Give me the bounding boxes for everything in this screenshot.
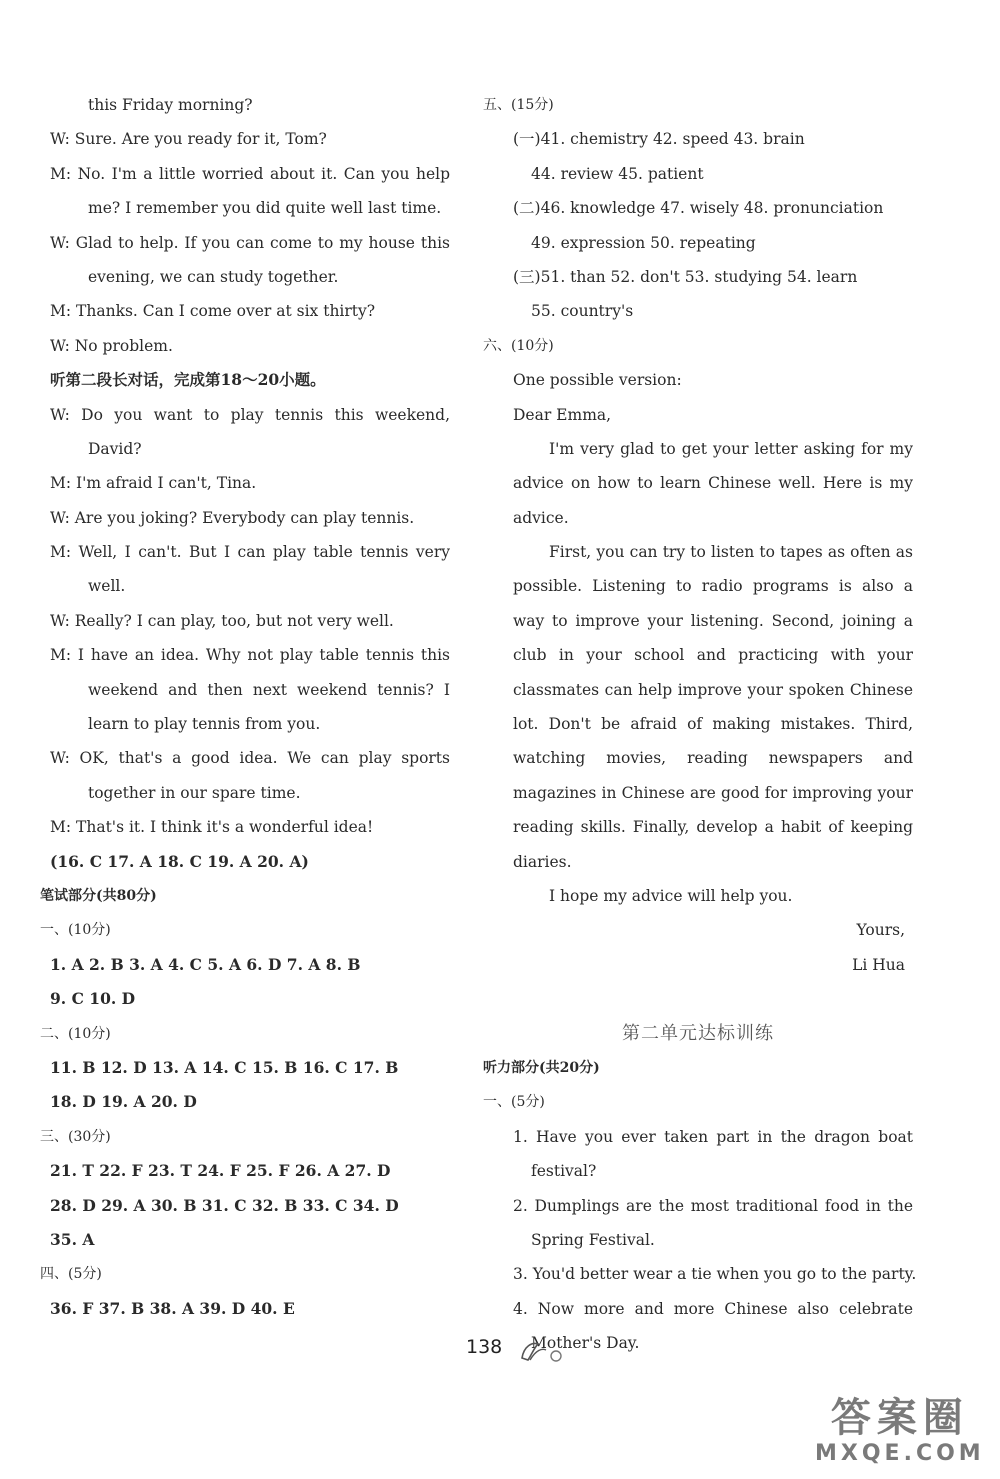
text-line: (16. C 17. A 18. C 19. A 20. A) (50, 851, 309, 871)
text-line: 4. Now more and more Chinese also celebrate (513, 1299, 913, 1318)
text-line: I'm very glad to get your letter asking for my (549, 439, 913, 458)
watermark-sub: MXQE.COM (815, 1441, 985, 1466)
text-line: learn to play tennis from you. (88, 715, 321, 734)
text-line: (二)46. knowledge 47. wisely 48. pronunciation (513, 199, 884, 218)
text-line: M: I have an idea. Why not play table tennis this (50, 646, 450, 665)
text-line: 听第二段长对话，完成第18～20小题。 (50, 370, 326, 390)
text-line: Dear Emma, (513, 405, 612, 424)
text-line: advice on how to learn Chinese well. Here is my (513, 474, 913, 493)
text-line: 一、(5分) (483, 1094, 545, 1111)
text-line: 五、(15分) (483, 97, 554, 113)
text-line: classmates can help improve your spoken Chinese (513, 680, 913, 699)
text-line: 1. A 2. B 3. A 4. C 5. A 6. D 7. A 8. B (50, 954, 361, 974)
text-line: me? I remember you did quite well last time. (88, 199, 442, 218)
text-line: 四、(5分) (40, 1266, 102, 1283)
text-line: 3. You'd better wear a tie when you go to the party. (513, 1265, 917, 1284)
text-line: M: No. I'm a little worried about it. Can you help (50, 164, 450, 183)
text-line: Spring Festival. (531, 1230, 655, 1249)
text-line: 35. A (50, 1229, 95, 1249)
text-line: W: Sure. Are you ready for it, Tom? (50, 130, 327, 149)
text-line: 1. Have you ever taken part in the dragon boat (513, 1127, 913, 1146)
text-line: watching movies, reading newspapers and (513, 749, 913, 768)
text-line: One possible version: (513, 371, 682, 390)
watermark-logo (815, 1395, 985, 1467)
text-line: 18. D 19. A 20. D (50, 1092, 197, 1112)
unit-title: 第二单元达标训练 (622, 1022, 774, 1044)
text-line: way to improve your listening. Second, joining a (513, 611, 913, 630)
text-line: M: Well, I can't. But I can play table tennis very (50, 543, 450, 562)
text-line: well. (88, 577, 126, 596)
text-line: M: I'm afraid I can't, Tina. (50, 474, 257, 493)
text-line (483, 982, 913, 1016)
text-line: this Friday morning? (88, 96, 253, 114)
text-line: 55. country's (531, 302, 634, 321)
right-column (483, 88, 917, 1360)
text-line: reading skills. Finally, develop a habit of keeping (513, 818, 913, 837)
page-number: 138 (466, 1336, 503, 1358)
text-line: 二、(10分) (40, 1025, 111, 1042)
text-line: 28. D 29. A 30. B 31. C 32. B 33. C 34. D (50, 1195, 399, 1215)
text-line: W: No problem. (50, 336, 173, 355)
watermark-main: 答案圈 (830, 1395, 969, 1441)
text-line: M: Thanks. Can I come over at six thirty? (50, 302, 376, 321)
text-line: W: Do you want to play tennis this weekend, (50, 405, 450, 424)
left-column (40, 88, 450, 1326)
text-line: club in your school and practicing with your (513, 646, 913, 665)
text-line: weekend and then next weekend tennis? I (88, 680, 450, 699)
text-line: W: Really? I can play, too, but not very well. (50, 611, 394, 630)
text-line: 六、(10分) (483, 337, 554, 354)
text-line: 9. C 10. D (50, 989, 136, 1009)
text-line: (一)41. chemistry 42. speed 43. brain (513, 130, 805, 149)
text-line: W: Are you joking? Everybody can play tennis. (50, 508, 415, 527)
text-line: magazines in Chinese are good for improving your (513, 783, 913, 802)
text-line: W: OK, that's a good idea. We can play sports (50, 749, 450, 768)
text-line: 21. T 22. F 23. T 24. F 25. F 26. A 27. D (50, 1161, 391, 1181)
text-line: 36. F 37. B 38. A 39. D 40. E (50, 1298, 295, 1318)
text-line: W: Glad to help. If you can come to my house this (50, 233, 450, 252)
leaf-logo-icon (518, 1338, 566, 1368)
text-line: Yours, (856, 921, 905, 940)
section-heading: 听力部分(共20分) (483, 1059, 600, 1076)
page-footer (0, 1336, 1000, 1376)
text-line: 2. Dumplings are the most traditional food in the (513, 1196, 913, 1215)
text-line: evening, we can study together. (88, 267, 339, 286)
text-line: 49. expression 50. repeating (531, 233, 756, 252)
text-line: 三、(30分) (40, 1128, 111, 1145)
text-line: Li Hua (852, 955, 905, 974)
text-line: lot. Don't be afraid of making mistakes. Third, (513, 715, 913, 734)
text-line: First, you can try to listen to tapes as often as (549, 543, 913, 562)
text-line: diaries. (513, 852, 572, 871)
text-line: Mother's Day. (531, 1334, 640, 1353)
text-line: festival? (531, 1162, 597, 1181)
text-line: 11. B 12. D 13. A 14. C 15. B 16. C 17. B (50, 1057, 399, 1077)
text-line: I hope my advice will help you. (549, 886, 793, 905)
text-line: possible. Listening to radio programs is also a (513, 577, 913, 596)
text-line: 一、(10分) (40, 922, 111, 939)
text-line: David? (88, 439, 142, 458)
text-line: advice. (513, 508, 569, 527)
text-line: M: That's it. I think it's a wonderful idea! (50, 818, 374, 837)
text-line: together in our spare time. (88, 783, 301, 802)
text-line: (三)51. than 52. don't 53. studying 54. learn (513, 267, 858, 286)
section-heading: 笔试部分(共80分) (40, 887, 157, 904)
text-line: 44. review 45. patient (531, 164, 704, 183)
